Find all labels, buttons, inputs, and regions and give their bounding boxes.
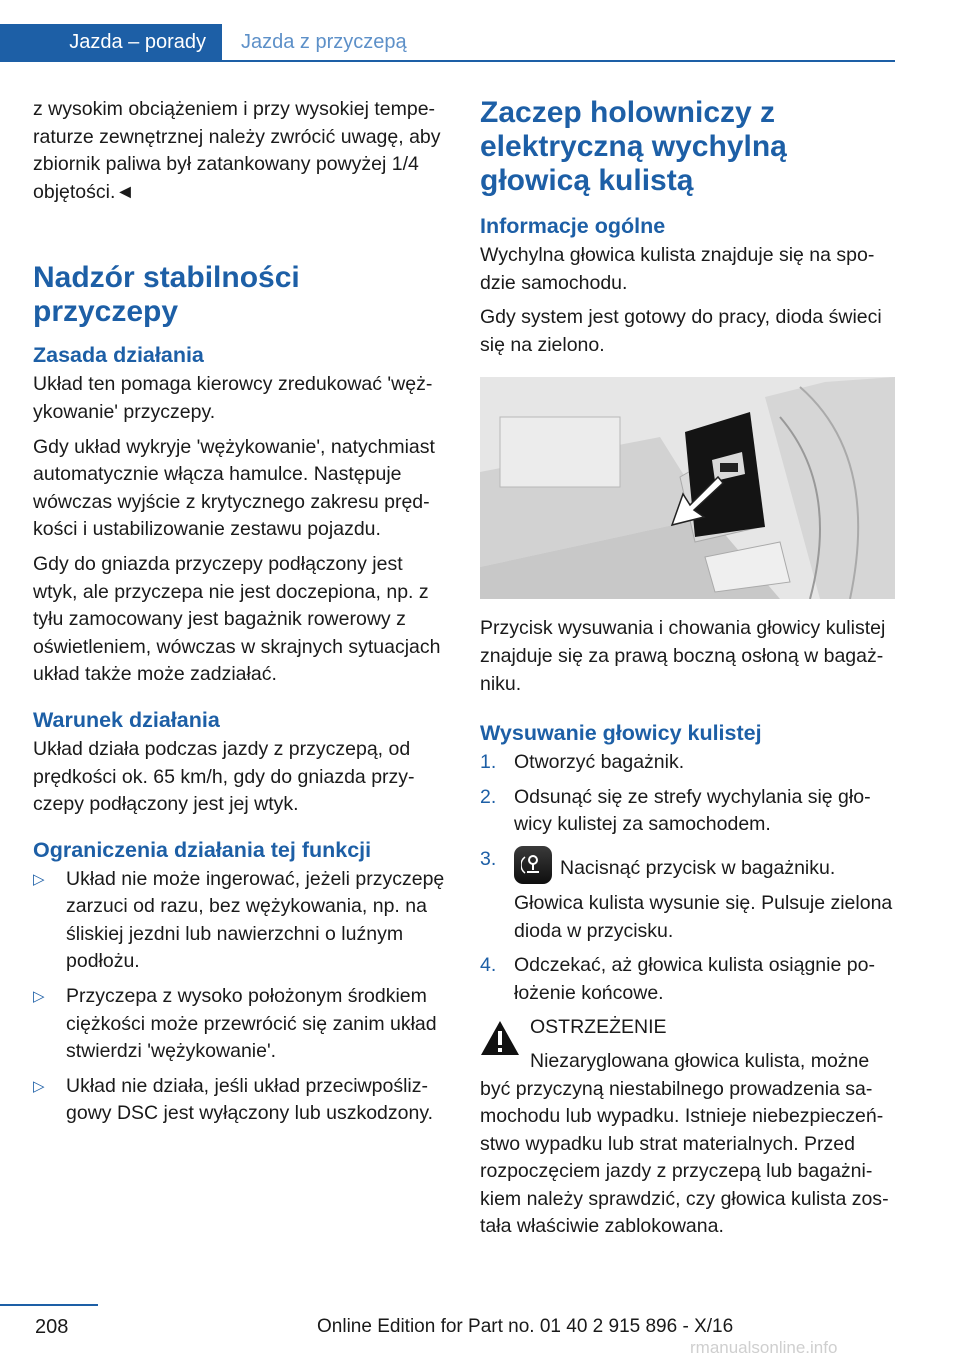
heading-warunek: Warunek działania: [33, 707, 220, 732]
page-number: 208: [35, 1316, 69, 1338]
tow-hitch-button-icon: [514, 846, 552, 884]
triangle-bullet-icon: ▷: [33, 988, 45, 1006]
list-item: ▷ Układ nie działa, jeśli układ przeciwpoślizgowy DSC jest wyłączony lub uszkodzony.: [33, 1074, 434, 1125]
list-item: 2. Odsunąć się ze strefy wychylania się głowicy kulistej za samochodem.: [480, 785, 871, 836]
warning-block: [480, 1014, 898, 1075]
steps-list: [480, 749, 898, 1007]
watermark: rmanualsonline.info: [690, 1338, 838, 1357]
warning-body: być przyczyną niestabilnego prowadzenia samochodu lub wypadku. Istnieje niebezpieczeństwo wypadku lub strat materialnych. Przed rozpoczęciem jazdy z przyczepą lub bagażnikiem należy sprawdzić, czy głowica kulista została właściwie zablokowana.: [480, 1077, 889, 1238]
edition-note: Online Edition for Part no. 01 40 2 915 896 - X/16: [317, 1316, 734, 1337]
warning-title: OSTRZEŻENIE: [530, 1016, 667, 1039]
trunk-button-photo: [480, 377, 895, 599]
page-header: [0, 0, 895, 62]
warning-triangle-icon: [480, 1020, 520, 1056]
paragraph: Układ ten pomaga kierowcy zredukować 'wężykowanie' przyczepy.: [33, 373, 433, 423]
right-column: [480, 96, 898, 1248]
header-rule: [0, 60, 895, 62]
heading-ograniczenia: Ograniczenia działania tej funkcji: [33, 837, 372, 862]
left-column: [33, 96, 451, 1135]
section-tab: Jazda – porady: [0, 24, 222, 61]
intro-paragraph: z wysokim obciążeniem i przy wysokiej temperaturze zewnętrznej należy zwrócić uwagę, aby zbiornik paliwa był zatankowany powyżej 1/4 objętości.◄: [33, 98, 441, 203]
section-title-tow-hitch: Zaczep holowniczy z elektryczną wychylną głowicą kulistą: [480, 96, 787, 197]
heading-wysuwanie: Wysuwanie głowicy kulistej: [480, 721, 762, 746]
section-title-stability: Nadzór stabilności przyczepy: [33, 261, 300, 329]
list-item: 1. Otworzyć bagażnik.: [480, 751, 685, 774]
step-note: Głowica kulista wysunie się. Pulsuje zielona dioda w przycisku.: [514, 891, 893, 942]
subsection-tab: Jazda z przyczepą: [241, 31, 407, 53]
paragraph: Układ działa podczas jazdy z przyczepą, od prędkości ok. 65 km/h, gdy do gniazda przyczepy podłączony jest jej wtyk.: [33, 737, 415, 816]
triangle-bullet-icon: ▷: [33, 870, 45, 888]
paragraph: Gdy do gniazda przyczepy podłączony jest wtyk, ale przyczepa nie jest doczepiona, np. z tyłu zamocowany jest bagażnik rowerowy z oświetleniem, wówczas w skrajnych sytuacjach układ także może zadziałać.: [33, 552, 441, 686]
warning-lead: Niezaryglowana głowica kulista, możne: [530, 1049, 870, 1072]
list-item: ▷ Układ nie może ingerować, jeżeli przyczepę zarzuci od razu, bez wężykowania, np. na śliskiej jezdni lub nawierzchni o luźnym podłożu.: [33, 867, 445, 973]
triangle-bullet-icon: ▷: [33, 1077, 45, 1095]
photo-caption: Przycisk wysuwania i chowania głowicy kulistej znajduje się za prawą boczną osłoną w bagażniku.: [480, 617, 886, 695]
limitations-list: [33, 866, 451, 1128]
paragraph: Gdy system jest gotowy do pracy, dioda świeci się na zielono.: [480, 306, 882, 356]
list-item: 3. Nacisnąć przycisk w bagażniku. Głowica kulista wysunie się. Pulsuje zielona dioda w przycisku.: [480, 846, 898, 945]
paragraph: Gdy układ wykryje 'wężykowanie', natychmiast automatycznie włącza hamulce. Następuje wówczas wyjście z krytycznego zakresu prędkości i ustabilizowanie zestawu pojazdu.: [33, 435, 435, 541]
list-item: ▷ Przyczepa z wysoko położonym środkiem ciężkości może przewrócić się zanim układ stwierdzi 'wężykowanie'.: [33, 985, 437, 1063]
paragraph: Wychylna głowica kulista znajduje się na spodzie samochodu.: [480, 244, 875, 294]
heading-info: Informacje ogólne: [480, 214, 666, 238]
list-item: 4. Odczekać, aż głowica kulista osiągnie położenie końcowe.: [480, 954, 875, 1004]
footer-rule: [0, 1304, 98, 1306]
heading-zasada: Zasada działania: [33, 343, 204, 368]
